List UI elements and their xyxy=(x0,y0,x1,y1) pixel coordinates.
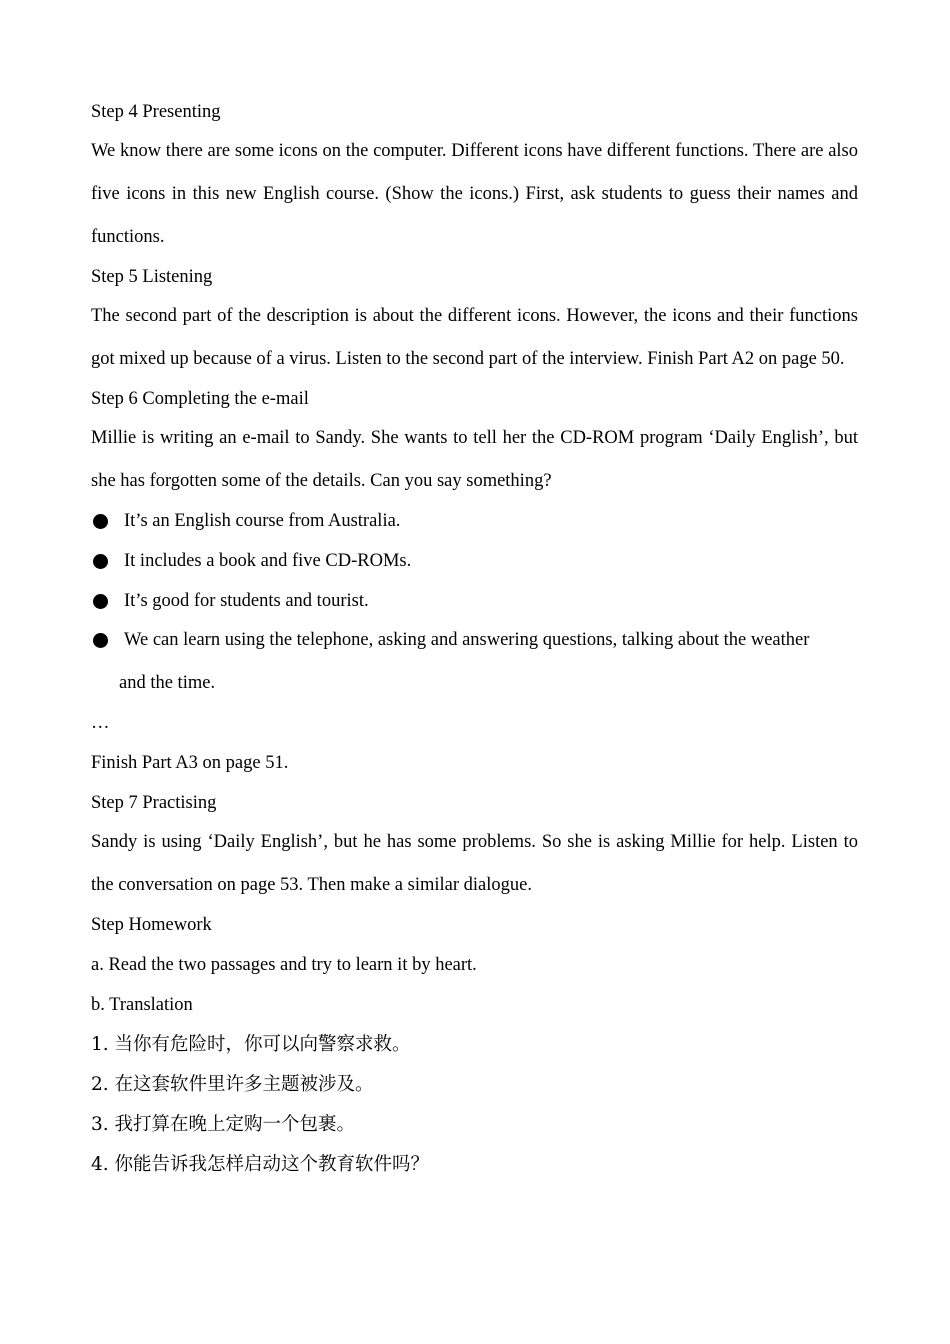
bullet-item-3 xyxy=(91,588,858,614)
bullet-text: It’s an English course from Australia. xyxy=(124,511,401,531)
bullet-item-1 xyxy=(91,508,858,534)
bullet-dot-icon xyxy=(93,594,108,609)
bullet-dot-icon xyxy=(93,514,108,529)
step4-heading: Step 4 Presenting xyxy=(91,102,221,122)
step6-heading: Step 6 Completing the e-mail xyxy=(91,389,309,409)
step6-paragraph: Millie is writing an e-mail to Sandy. She wants to tell her the CD-ROM program ‘Daily English’, but she has forgotten some of the details. Can you say something? xyxy=(91,428,858,491)
bullet-item-4 xyxy=(91,619,858,705)
step6-finish-line: Finish Part A3 on page 51. xyxy=(91,753,289,773)
document-page xyxy=(91,99,858,1192)
ellipsis: … xyxy=(91,713,110,733)
homework-item-b: b. Translation xyxy=(91,995,193,1015)
bullet-text: It’s good for students and tourist. xyxy=(124,591,369,611)
bullet-item-2 xyxy=(91,548,858,574)
translation-item-1: 1. 当你有危险时，你可以向警察求救。 xyxy=(91,1034,411,1055)
bullet-text: We can learn using the telephone, asking and answering questions, talking about the weather xyxy=(124,630,810,650)
bullet-dot-icon xyxy=(93,554,108,569)
translation-item-3: 3. 我打算在晚上定购一个包裹。 xyxy=(91,1114,356,1135)
homework-heading: Step Homework xyxy=(91,915,212,935)
bullet-dot-icon xyxy=(93,633,108,648)
step7-heading: Step 7 Practising xyxy=(91,793,217,813)
step5-heading: Step 5 Listening xyxy=(91,267,213,287)
step4-paragraph: We know there are some icons on the computer. Different icons have different functions. There are also five icons in this new English course. (Show the icons.) First, ask students to guess their names and functions. xyxy=(91,141,858,247)
bullet-text: It includes a book and five CD-ROMs. xyxy=(124,551,412,571)
step7-paragraph: Sandy is using ‘Daily English’, but he has some problems. So she is asking Millie for help. Listen to the conversation on page 53. Then make a similar dialogue. xyxy=(91,832,858,895)
translation-item-4: 4. 你能告诉我怎样启动这个教育软件吗？ xyxy=(91,1154,430,1175)
translation-item-2: 2. 在这套软件里许多主题被涉及。 xyxy=(91,1074,374,1095)
step5-paragraph: The second part of the description is about the different icons. However, the icons and their functions got mixed up because of a virus. Listen to the second part of the interview. Finish Part A2 on page 50. xyxy=(91,306,858,369)
homework-item-a: a. Read the two passages and try to learn it by heart. xyxy=(91,955,477,975)
bullet-text-continuation: and the time. xyxy=(119,673,216,693)
